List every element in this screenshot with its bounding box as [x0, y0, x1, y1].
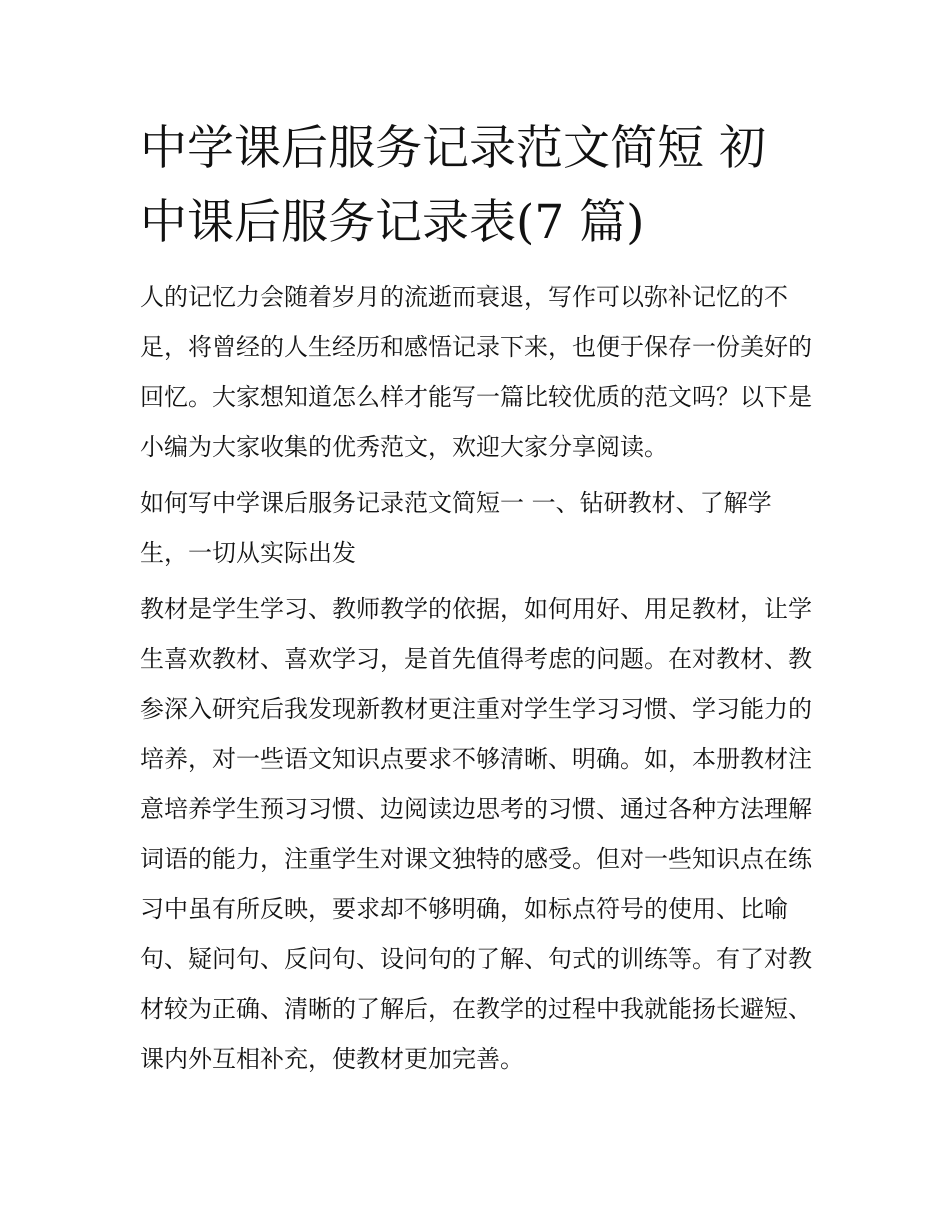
document-body — [140, 272, 812, 1084]
body-paragraph: 教材是学生学习、教师教学的依据，如何用好、用足教材，让学生喜欢教材、喜欢学习，是首先值得考虑的问题。在对教材、教参深入研究后我发现新教材更注重对学生学习习惯、学习能力的培养，对一些语文知识点要求不够清晰、明确。如，本册教材注意培养学生预习习惯、边阅读边思考的习惯、通过各种方法理解词语的能力，注重学生对课文独特的感受。但对一些知识点在练习中虽有所反映，要求却不够明确，如标点符号的使用、比喻句、疑问句、反问句、设问句的了解、句式的训练等。有了对教材较为正确、清晰的了解后，在教学的过程中我就能扬长避短、课内外互相补充，使教材更加完善。 — [140, 595, 812, 1073]
section-heading-paragraph: 如何写中学课后服务记录范文简短一 一、钻研教材、了解学生，一切从实际出发 — [140, 489, 772, 567]
document-title — [140, 112, 812, 260]
title-line-2: 中课后服务记录表(7 篇) — [140, 195, 645, 250]
intro-paragraph: 人的记忆力会随着岁月的流逝而衰退，写作可以弥补记忆的不足，将曾经的人生经历和感悟记录下来，也便于保存一份美好的回忆。大家想知道怎么样才能写一篇比较优质的范文吗？以下是小编为大家收集的优秀范文，欢迎大家分享阅读。 — [140, 283, 812, 461]
title-line-1: 中学课后服务记录范文简短 初 — [140, 121, 766, 176]
